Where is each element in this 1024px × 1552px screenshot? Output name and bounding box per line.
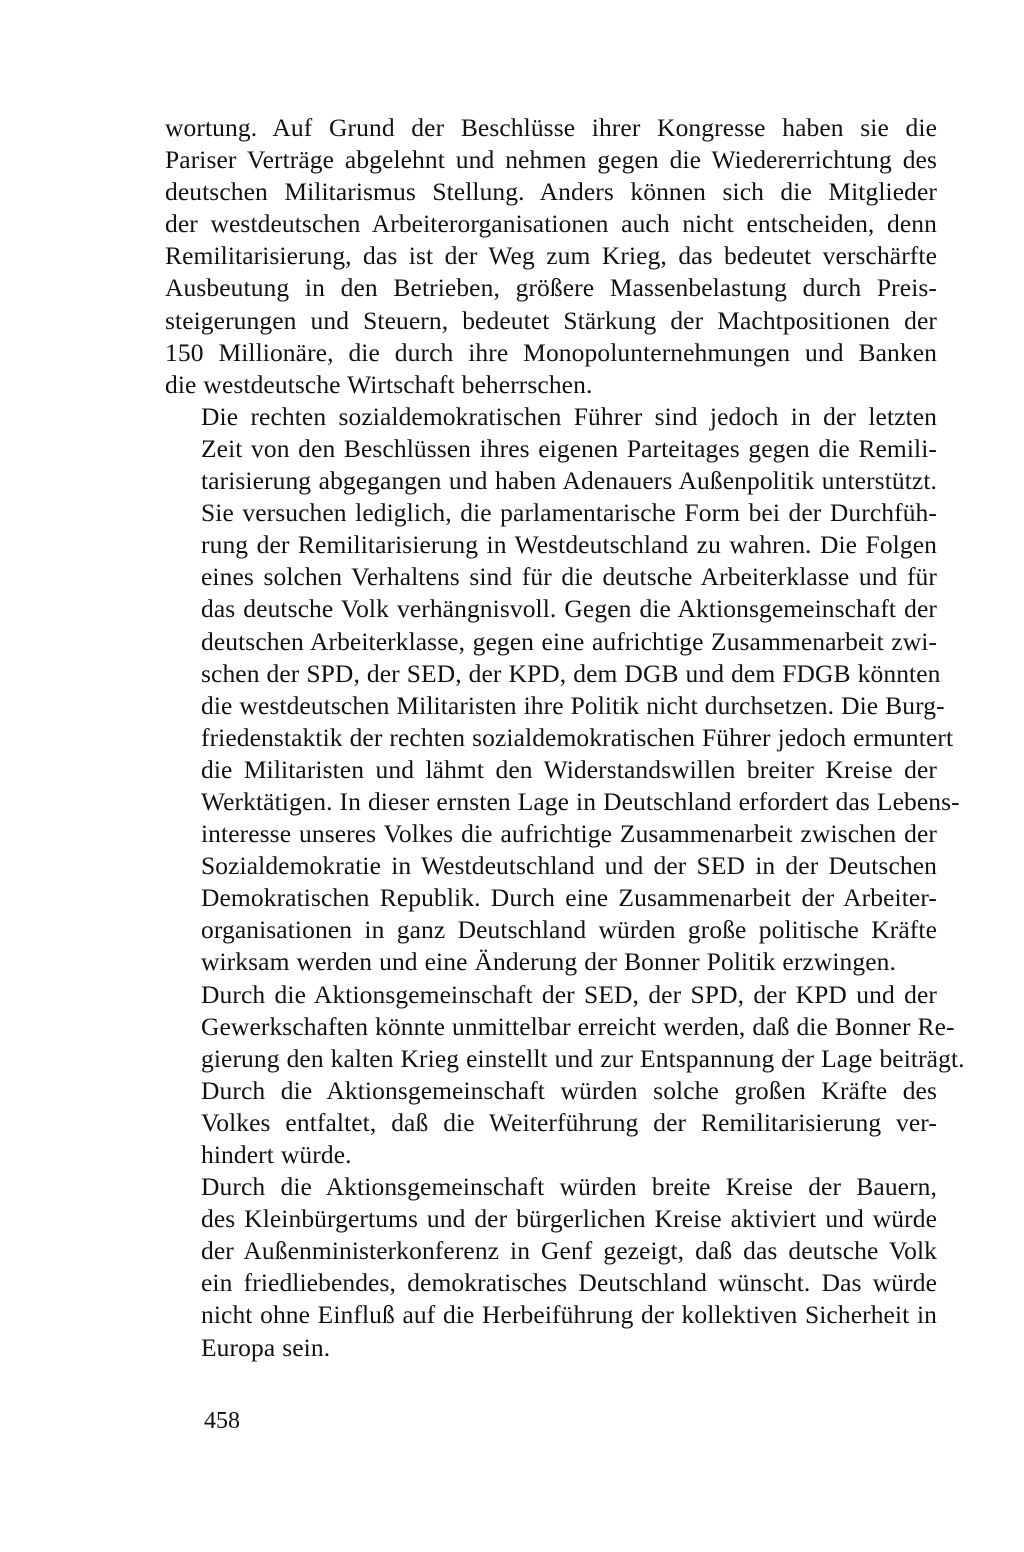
text-line: hindert würde. xyxy=(201,1140,352,1169)
paragraph-1 xyxy=(165,112,937,401)
text-line: Durch die Aktionsgemeinschaft würden breite Kreise der Bauern, xyxy=(201,1172,937,1202)
text-line: organisationen in ganz Deutschland würden große politische Kräfte xyxy=(201,915,937,945)
text-line: die westdeutsche Wirtschaft beherrschen. xyxy=(165,369,593,399)
text-line: rung der Remilitarisierung in Westdeutschland zu wahren. Die Folgen xyxy=(201,530,937,560)
paragraph-5 xyxy=(165,1171,937,1364)
text-line: Remilitarisierung, das ist der Weg zum Krieg, das bedeutet verschärfte xyxy=(165,241,937,271)
page-number: 458 xyxy=(204,1408,240,1434)
text-line: gierung den kalten Krieg einstellt und zur Entspannung der Lage beiträgt. xyxy=(201,1043,965,1073)
text-line: Durch die Aktionsgemeinschaft der SED, der SPD, der KPD und der xyxy=(201,979,937,1009)
text-line: die westdeutschen Militaristen ihre Politik nicht durchsetzen. Die Burg- xyxy=(201,690,945,720)
text-line: interesse unseres Volkes die aufrichtige Zusammenarbeit zwischen der xyxy=(201,819,937,849)
text-line: friedenstaktik der rechten sozialdemokratischen Führer jedoch ermuntert xyxy=(201,722,954,752)
paragraph-2 xyxy=(165,401,960,979)
text-line: Europa sein. xyxy=(201,1332,331,1362)
text-line: Sie versuchen lediglich, die parlamentarische Form bei der Durchfüh- xyxy=(201,498,937,528)
text-line: wirksam werden und eine Änderung der Bonner Politik erzwingen. xyxy=(201,947,896,977)
text-line: tarisierung abgegangen und haben Adenauers Außenpolitik unterstützt. xyxy=(201,466,937,496)
text-line: Demokratischen Republik. Durch eine Zusammenarbeit der Arbeiter- xyxy=(201,883,937,913)
text-line: Zeit von den Beschlüssen ihres eigenen Parteitages gegen die Remili- xyxy=(201,433,937,463)
text-line: Pariser Verträge abgelehnt und nehmen gegen die Wiedererrichtung des xyxy=(165,145,937,175)
text-line: Volkes entfaltet, daß die Weiterführung der Remilitarisierung ver- xyxy=(201,1107,937,1137)
text-line: Werktätigen. In dieser ernsten Lage in Deutschland erfordert das Lebens- xyxy=(201,786,960,816)
text-line: deutschen Militarismus Stellung. Anders können sich die Mitglieder xyxy=(165,177,937,207)
text-line: wortung. Auf Grund der Beschlüsse ihrer Kongresse haben sie die xyxy=(165,113,937,142)
paragraph-4 xyxy=(165,1075,937,1171)
text-line: nicht ohne Einfluß auf die Herbeiführung der kollektiven Sicherheit in xyxy=(201,1300,937,1330)
text-line: Gewerkschaften könnte unmittelbar erreicht werden, daß die Bonner Re- xyxy=(201,1011,955,1041)
text-line: Durch die Aktionsgemeinschaft würden solche großen Kräfte des xyxy=(201,1075,937,1105)
text-line: deutschen Arbeiterklasse, gegen eine aufrichtige Zusammenarbeit zwi- xyxy=(201,626,937,656)
page-body xyxy=(165,112,965,1364)
text-line: das deutsche Volk verhängnisvoll. Gegen die Aktionsgemeinschaft der xyxy=(201,594,937,624)
text-line: 150 Millionäre, die durch ihre Monopolunternehmungen und Banken xyxy=(165,337,937,367)
text-line: steigerungen und Steuern, bedeutet Stärkung der Machtpositionen der xyxy=(165,305,937,335)
text-line: Die rechten sozialdemokratischen Führer sind jedoch in der letzten xyxy=(201,401,937,431)
text-line: Sozialdemokratie in Westdeutschland und der SED in der Deutschen xyxy=(201,851,937,881)
text-line: schen der SPD, der SED, der KPD, dem DGB und dem FDGB könnten xyxy=(201,658,941,688)
paragraph-3 xyxy=(165,979,965,1075)
text-line: des Kleinbürgertums und der bürgerlichen Kreise aktiviert und würde xyxy=(201,1204,937,1234)
text-line: die Militaristen und lähmt den Widerstandswillen breiter Kreise der xyxy=(201,754,937,784)
text-line: eines solchen Verhaltens sind für die deutsche Arbeiterklasse und für xyxy=(201,562,937,592)
text-line: ein friedliebendes, demokratisches Deutschland wünscht. Das würde xyxy=(201,1268,937,1298)
text-line: der Außenministerkonferenz in Genf gezeigt, daß das deutsche Volk xyxy=(201,1236,937,1266)
text-line: Ausbeutung in den Betrieben, größere Massenbelastung durch Preis- xyxy=(165,273,937,303)
text-line: der westdeutschen Arbeiterorganisationen auch nicht entscheiden, denn xyxy=(165,209,937,239)
